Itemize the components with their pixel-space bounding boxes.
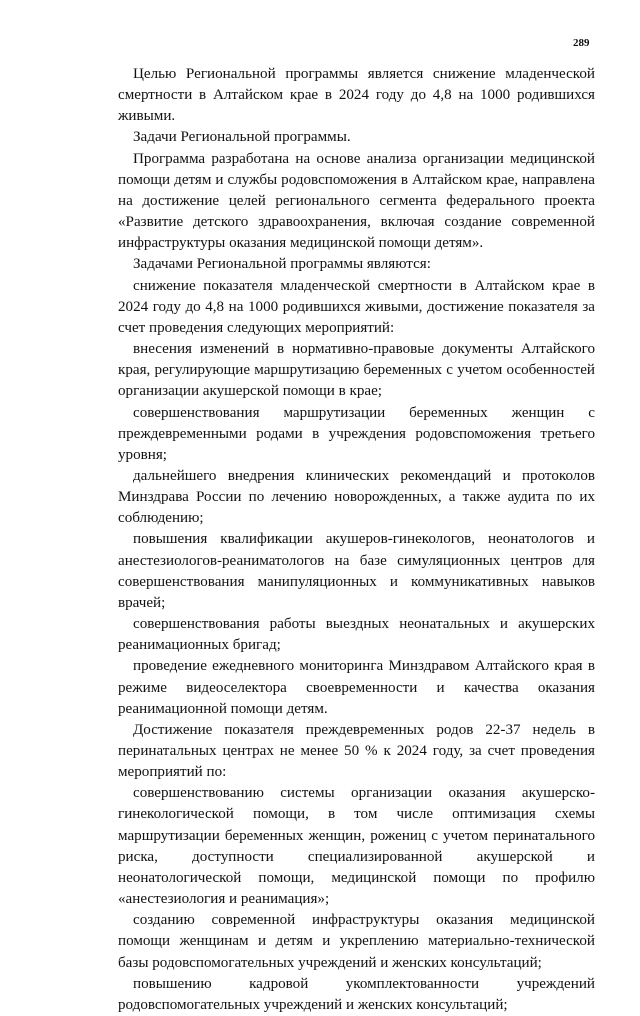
- paragraph-routing-improvement: совершенствования маршрутизации беременных женщин с преждевременными родами в учреждения родовспоможения третьего уровня;: [118, 404, 595, 463]
- paragraph-preterm-indicator: Достижение показателя преждевременных родов 22-37 недель в перинатальных центрах не менее 50 % к 2024 году, за счет проведения мероприятий по:: [118, 721, 595, 781]
- paragraph-goal: Целью Региональной программы является снижение младенческой смертности в Алтайском крае в 2024 году до 4,8 на 1000 родившихся живыми.: [118, 66, 595, 125]
- paragraph-staffing: повышению кадровой укомплектованности учреждений родовспомогательных учреждений и женских консультаций;: [118, 975, 595, 1013]
- paragraph-tasks-heading: Задачи Региональной программы.: [133, 129, 351, 146]
- paragraph-clinical-guidelines: дальнейшего внедрения клинических рекомендаций и протоколов Минздрава России по лечению новорожденных, а также аудита по их соблюдению;: [118, 467, 595, 527]
- paragraph-infrastructure: созданию современной инфраструктуры оказания медицинской помощи женщинам и детям и укреплению материально-технической базы родовспомогательных учреждений и женских консультаций;: [118, 912, 595, 971]
- paragraph-mortality-reduction: снижение показателя младенческой смертности в Алтайском крае в 2024 году до 4,8 на 1000 родившихся живыми, достижение показателя за счет проведения следующих мероприятий:: [118, 277, 595, 336]
- paragraph-daily-monitoring: проведение ежедневного мониторинга Минздравом Алтайского края в режиме видеоселектора своевременности и качества оказания реанимационной помощи детям.: [118, 658, 595, 717]
- paragraph-tasks-intro: Задачами Региональной программы являются:: [133, 256, 431, 273]
- paragraph-care-organization: совершенствованию системы организации оказания акушерско-гинекологической помощи, в том числе оптимизация схемы маршрутизации беременных женщин, рожениц с учетом перинатального риска, доступности специализированной акушерской и неонатологической помощи, медицинской помощи по профилю «анестезиология и реанимация»;: [118, 785, 595, 908]
- paragraph-qualification: повышения квалификации акушеров-гинекологов, неонатологов и анестезиологов-реаниматологов на базе симуляционных центров для совершенствования манипуляционных и коммуникативных навыков врачей;: [118, 531, 595, 611]
- paragraph-program-basis: Программа разработана на основе анализа организации медицинской помощи детям и службы родовспоможения в Алтайском крае, направлена на достижение целей регионального сегмента федерального проекта «Развитие детского здравоохранения, включая создание современной инфраструктуры оказания медицинской помощи детям».: [118, 150, 595, 252]
- document-body: [118, 64, 595, 1016]
- paragraph-mobile-teams: совершенствования работы выездных неонатальных и акушерских реанимационных бригад;: [118, 616, 595, 654]
- page-number: 289: [573, 37, 590, 49]
- paragraph-normative-changes: внесения изменений в нормативно-правовые документы Алтайского края, регулирующие маршрутизацию беременных с учетом особенностей организации акушерской помощи в крае;: [118, 341, 595, 400]
